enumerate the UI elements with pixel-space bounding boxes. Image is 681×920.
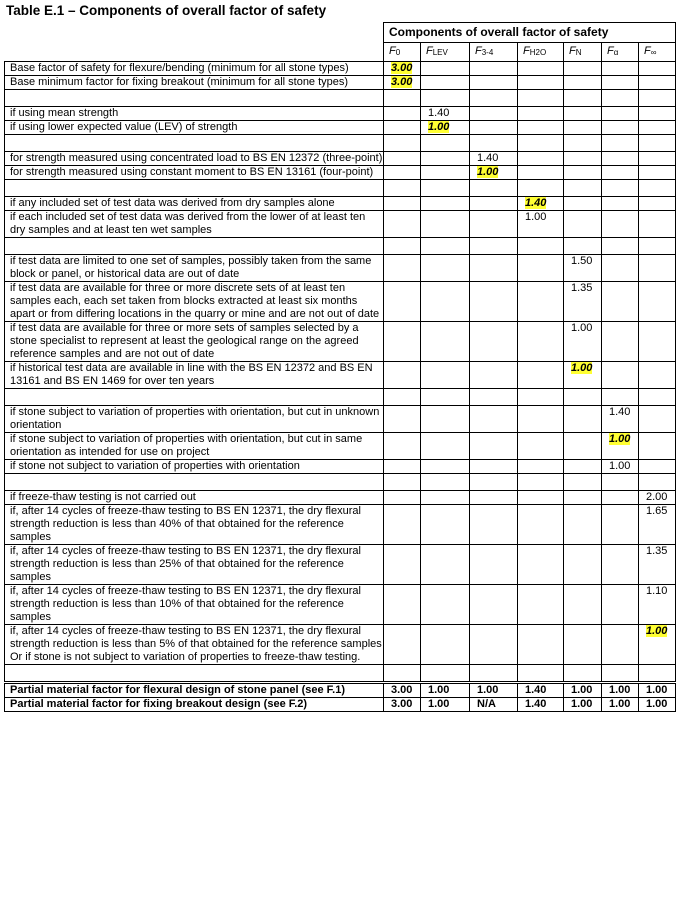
empty-cell bbox=[564, 433, 602, 460]
empty-cell bbox=[421, 180, 470, 197]
empty-cell bbox=[602, 166, 639, 180]
total-description: Partial material factor for flexural design of stone panel (see F.1) bbox=[5, 683, 384, 698]
total-value: 3.00 bbox=[384, 683, 421, 698]
empty-cell bbox=[518, 362, 564, 389]
table-row bbox=[5, 460, 676, 474]
table-row bbox=[5, 362, 676, 389]
total-value: 1.00 bbox=[421, 683, 470, 698]
row-description: if test data are limited to one set of samples, possibly taken from the same block or panel, or historical data are out of date bbox=[5, 255, 384, 282]
empty-cell bbox=[470, 76, 518, 90]
empty-cell bbox=[602, 362, 639, 389]
factor-value: 1.00 bbox=[564, 322, 602, 362]
table-title: Table E.1 – Components of overall factor of safety bbox=[6, 3, 327, 18]
total-value: 1.00 bbox=[602, 683, 639, 698]
total-value: 1.00 bbox=[421, 698, 470, 712]
empty-cell bbox=[518, 625, 564, 665]
empty-cell bbox=[518, 180, 564, 197]
spacer-row bbox=[5, 238, 676, 255]
row-description: if, after 14 cycles of freeze-thaw testing to BS EN 12371, the dry flexural strength reduction is less than 40% of that obtained for the reference samples bbox=[5, 505, 384, 545]
row-description: if, after 14 cycles of freeze-thaw testing to BS EN 12371, the dry flexural strength reduction is less than 25% of that obtained for the reference samples bbox=[5, 545, 384, 585]
factor-value: 1.50 bbox=[564, 255, 602, 282]
empty-cell bbox=[639, 389, 676, 406]
empty-cell bbox=[421, 76, 470, 90]
empty-cell bbox=[639, 474, 676, 491]
empty-cell bbox=[518, 505, 564, 545]
empty-cell bbox=[421, 282, 470, 322]
total-value: 1.00 bbox=[639, 683, 676, 698]
empty-cell bbox=[639, 255, 676, 282]
empty-cell bbox=[602, 238, 639, 255]
row-description: Base factor of safety for flexure/bending (minimum for all stone types) bbox=[5, 62, 384, 76]
empty-cell bbox=[470, 389, 518, 406]
empty-cell bbox=[384, 625, 421, 665]
empty-cell bbox=[470, 625, 518, 665]
empty-cell bbox=[602, 211, 639, 238]
factor-value: 1.00 bbox=[470, 166, 518, 180]
empty-cell bbox=[384, 166, 421, 180]
row-description: if any included set of test data was derived from dry samples alone bbox=[5, 197, 384, 211]
row-description: if test data are available for three or more discrete sets of at least ten samples each, each set taken from blocks extracted at least six months apart or from differing locations in the quarry or mine and are not out of date bbox=[5, 282, 384, 322]
empty-cell bbox=[518, 389, 564, 406]
empty-cell bbox=[421, 238, 470, 255]
empty-cell bbox=[518, 255, 564, 282]
empty-cell bbox=[518, 460, 564, 474]
total-value: 1.40 bbox=[518, 683, 564, 698]
empty-cell bbox=[384, 107, 421, 121]
empty-cell bbox=[602, 90, 639, 107]
empty-cell bbox=[384, 180, 421, 197]
empty-cell bbox=[384, 135, 421, 152]
empty-cell bbox=[470, 406, 518, 433]
empty-cell bbox=[470, 282, 518, 322]
table-row bbox=[5, 406, 676, 433]
component-header-6: $F_\infty$ bbox=[639, 43, 676, 62]
empty-cell bbox=[518, 322, 564, 362]
total-value: 1.40 bbox=[518, 698, 564, 712]
empty-cell bbox=[421, 211, 470, 238]
empty-cell bbox=[602, 76, 639, 90]
empty-cell bbox=[421, 406, 470, 433]
empty-cell bbox=[470, 135, 518, 152]
empty-cell bbox=[470, 121, 518, 135]
empty-cell bbox=[421, 505, 470, 545]
row-description: if using lower expected value (LEV) of strength bbox=[5, 121, 384, 135]
factor-value: 1.35 bbox=[564, 282, 602, 322]
empty-cell bbox=[639, 665, 676, 683]
empty-cell bbox=[421, 585, 470, 625]
empty-cell bbox=[564, 121, 602, 135]
empty-cell bbox=[564, 545, 602, 585]
empty-cell bbox=[518, 474, 564, 491]
empty-cell bbox=[470, 90, 518, 107]
spacer-row bbox=[5, 474, 676, 491]
factor-value: 1.00 bbox=[564, 362, 602, 389]
empty-cell bbox=[602, 625, 639, 665]
table-row bbox=[5, 211, 676, 238]
empty-cell bbox=[384, 322, 421, 362]
empty-cell bbox=[639, 460, 676, 474]
empty-cell bbox=[5, 90, 384, 107]
empty-cell bbox=[421, 491, 470, 505]
empty-cell bbox=[470, 433, 518, 460]
total-description: Partial material factor for fixing breakout design (see F.2) bbox=[5, 698, 384, 712]
empty-cell bbox=[518, 585, 564, 625]
empty-cell bbox=[384, 585, 421, 625]
empty-cell bbox=[421, 474, 470, 491]
empty-cell bbox=[639, 166, 676, 180]
empty-cell bbox=[602, 474, 639, 491]
empty-cell bbox=[384, 211, 421, 238]
empty-cell bbox=[602, 545, 639, 585]
empty-cell bbox=[602, 491, 639, 505]
factor-value: 1.00 bbox=[602, 460, 639, 474]
spacer-row bbox=[5, 135, 676, 152]
empty-cell bbox=[421, 665, 470, 683]
empty-cell bbox=[384, 460, 421, 474]
empty-cell bbox=[602, 180, 639, 197]
empty-cell bbox=[602, 255, 639, 282]
empty-cell bbox=[518, 152, 564, 166]
empty-cell bbox=[421, 197, 470, 211]
spacer-row bbox=[5, 90, 676, 107]
empty-cell bbox=[639, 322, 676, 362]
empty-cell bbox=[384, 433, 421, 460]
empty-cell bbox=[470, 238, 518, 255]
empty-cell bbox=[470, 460, 518, 474]
factor-value: 1.40 bbox=[470, 152, 518, 166]
component-header-1: $F_{LEV}$ bbox=[421, 43, 470, 62]
total-value: 1.00 bbox=[639, 698, 676, 712]
empty-cell bbox=[639, 282, 676, 322]
table-row bbox=[5, 166, 676, 180]
factor-value: 1.00 bbox=[602, 433, 639, 460]
row-description: if, after 14 cycles of freeze-thaw testing to BS EN 12371, the dry flexural strength reduction is less than 10% of that obtained for the reference samples bbox=[5, 585, 384, 625]
empty-cell bbox=[639, 62, 676, 76]
empty-cell bbox=[639, 211, 676, 238]
header-row bbox=[5, 23, 676, 43]
factor-value: 3.00 bbox=[384, 62, 421, 76]
empty-cell bbox=[639, 238, 676, 255]
table-row bbox=[5, 76, 676, 90]
empty-cell bbox=[421, 625, 470, 665]
empty-cell bbox=[518, 282, 564, 322]
empty-cell bbox=[564, 180, 602, 197]
empty-cell bbox=[470, 665, 518, 683]
component-header-0: $F_0$ bbox=[384, 43, 421, 62]
empty-cell bbox=[639, 90, 676, 107]
empty-cell bbox=[384, 474, 421, 491]
empty-cell bbox=[564, 107, 602, 121]
empty-cell bbox=[639, 76, 676, 90]
table-row bbox=[5, 121, 676, 135]
row-description: if each included set of test data was derived from the lower of at least ten dry samples and at least ten wet samples bbox=[5, 211, 384, 238]
empty-cell bbox=[602, 585, 639, 625]
factor-value: 1.00 bbox=[421, 121, 470, 135]
empty-cell bbox=[518, 433, 564, 460]
empty-cell bbox=[602, 121, 639, 135]
empty-cell bbox=[639, 135, 676, 152]
table-row bbox=[5, 107, 676, 121]
empty-cell bbox=[564, 211, 602, 238]
row-description: for strength measured using concentrated load to BS EN 12372 (three-point) bbox=[5, 152, 384, 166]
empty-cell bbox=[421, 255, 470, 282]
empty-cell bbox=[384, 197, 421, 211]
table-row bbox=[5, 545, 676, 585]
table-row bbox=[5, 585, 676, 625]
empty-cell bbox=[421, 362, 470, 389]
empty-cell bbox=[518, 491, 564, 505]
row-description: if stone subject to variation of properties with orientation, but cut in unknown orientation bbox=[5, 406, 384, 433]
empty-cell bbox=[384, 152, 421, 166]
factor-value: 1.40 bbox=[421, 107, 470, 121]
table-row bbox=[5, 282, 676, 322]
table-row bbox=[5, 433, 676, 460]
table-row bbox=[5, 505, 676, 545]
empty-cell bbox=[384, 255, 421, 282]
component-header-2: $F_{3-4}$ bbox=[470, 43, 518, 62]
empty-cell bbox=[470, 362, 518, 389]
empty-cell bbox=[564, 135, 602, 152]
factor-value: 1.00 bbox=[639, 625, 676, 665]
spacer-row bbox=[5, 389, 676, 406]
empty-cell bbox=[384, 121, 421, 135]
empty-cell bbox=[564, 90, 602, 107]
empty-cell bbox=[518, 665, 564, 683]
empty-cell bbox=[384, 406, 421, 433]
factor-value: 1.00 bbox=[518, 211, 564, 238]
empty-cell bbox=[602, 107, 639, 121]
empty-cell bbox=[518, 406, 564, 433]
total-value: 1.00 bbox=[470, 683, 518, 698]
total-row bbox=[5, 698, 676, 712]
row-description: if test data are available for three or more sets of samples selected by a stone specialist to represent at least the geological range on the agreed reference samples and are not out of date bbox=[5, 322, 384, 362]
empty-cell bbox=[5, 665, 384, 683]
table-row bbox=[5, 255, 676, 282]
empty-cell bbox=[5, 474, 384, 491]
empty-cell bbox=[421, 322, 470, 362]
spacer-row bbox=[5, 180, 676, 197]
empty-cell bbox=[470, 255, 518, 282]
empty-cell bbox=[639, 433, 676, 460]
empty-cell bbox=[470, 62, 518, 76]
empty-cell bbox=[639, 107, 676, 121]
empty-cell bbox=[602, 135, 639, 152]
empty-cell bbox=[384, 282, 421, 322]
empty-cell bbox=[564, 62, 602, 76]
empty-cell bbox=[602, 665, 639, 683]
row-description: if, after 14 cycles of freeze-thaw testing to BS EN 12371, the dry flexural strength reduction is less than 5% of that obtained for the reference samples Or if stone is not subject to variation of properties to freeze-thaw testing. bbox=[5, 625, 384, 665]
empty-cell bbox=[518, 90, 564, 107]
empty-cell bbox=[421, 389, 470, 406]
empty-cell bbox=[5, 238, 384, 255]
empty-cell bbox=[421, 152, 470, 166]
row-description: for strength measured using constant moment to BS EN 13161 (four-point) bbox=[5, 166, 384, 180]
empty-cell bbox=[518, 121, 564, 135]
empty-cell bbox=[384, 491, 421, 505]
empty-cell bbox=[5, 389, 384, 406]
empty-cell bbox=[564, 76, 602, 90]
empty-cell bbox=[518, 107, 564, 121]
empty-cell bbox=[470, 505, 518, 545]
empty-cell bbox=[639, 180, 676, 197]
empty-cell bbox=[639, 362, 676, 389]
empty-cell bbox=[421, 460, 470, 474]
factor-value: 1.65 bbox=[639, 505, 676, 545]
spacer-row bbox=[5, 665, 676, 683]
total-value: 3.00 bbox=[384, 698, 421, 712]
empty-cell bbox=[639, 406, 676, 433]
row-description: if freeze-thaw testing is not carried out bbox=[5, 491, 384, 505]
empty-cell bbox=[384, 505, 421, 545]
empty-cell bbox=[564, 474, 602, 491]
empty-cell bbox=[470, 545, 518, 585]
factor-value: 1.10 bbox=[639, 585, 676, 625]
empty-cell bbox=[518, 76, 564, 90]
safety-factor-table bbox=[4, 22, 676, 712]
total-value: 1.00 bbox=[564, 683, 602, 698]
empty-cell bbox=[564, 389, 602, 406]
empty-cell bbox=[5, 135, 384, 152]
row-description: if stone subject to variation of properties with orientation, but cut in same orientation as intended for use on project bbox=[5, 433, 384, 460]
empty-cell bbox=[384, 238, 421, 255]
empty-cell bbox=[384, 545, 421, 585]
empty-cell bbox=[602, 322, 639, 362]
empty-cell bbox=[639, 152, 676, 166]
header-blank-cell bbox=[5, 23, 384, 62]
table-row bbox=[5, 625, 676, 665]
empty-cell bbox=[518, 545, 564, 585]
factor-value: 2.00 bbox=[639, 491, 676, 505]
empty-cell bbox=[470, 107, 518, 121]
empty-cell bbox=[421, 545, 470, 585]
empty-cell bbox=[470, 211, 518, 238]
empty-cell bbox=[384, 389, 421, 406]
row-description: if using mean strength bbox=[5, 107, 384, 121]
empty-cell bbox=[518, 166, 564, 180]
empty-cell bbox=[384, 362, 421, 389]
empty-cell bbox=[518, 135, 564, 152]
table-row bbox=[5, 197, 676, 211]
factor-value: 1.40 bbox=[602, 406, 639, 433]
component-header-5: $F_\alpha$ bbox=[602, 43, 639, 62]
empty-cell bbox=[602, 62, 639, 76]
row-description: Base minimum factor for fixing breakout (minimum for all stone types) bbox=[5, 76, 384, 90]
empty-cell bbox=[564, 665, 602, 683]
empty-cell bbox=[564, 585, 602, 625]
empty-cell bbox=[518, 62, 564, 76]
empty-cell bbox=[564, 152, 602, 166]
components-header: Components of overall factor of safety bbox=[384, 23, 676, 43]
total-value: 1.00 bbox=[602, 698, 639, 712]
empty-cell bbox=[564, 406, 602, 433]
empty-cell bbox=[421, 135, 470, 152]
table-row bbox=[5, 152, 676, 166]
empty-cell bbox=[470, 585, 518, 625]
factor-value: 1.35 bbox=[639, 545, 676, 585]
empty-cell bbox=[564, 505, 602, 545]
empty-cell bbox=[602, 152, 639, 166]
empty-cell bbox=[470, 474, 518, 491]
empty-cell bbox=[384, 665, 421, 683]
empty-cell bbox=[421, 62, 470, 76]
empty-cell bbox=[518, 238, 564, 255]
empty-cell bbox=[470, 197, 518, 211]
factor-value: 1.40 bbox=[518, 197, 564, 211]
total-row bbox=[5, 683, 676, 698]
empty-cell bbox=[564, 460, 602, 474]
empty-cell bbox=[470, 322, 518, 362]
empty-cell bbox=[602, 389, 639, 406]
empty-cell bbox=[564, 491, 602, 505]
empty-cell bbox=[564, 197, 602, 211]
row-description: if stone not subject to variation of properties with orientation bbox=[5, 460, 384, 474]
empty-cell bbox=[421, 166, 470, 180]
table-row bbox=[5, 62, 676, 76]
component-header-4: $F_N$ bbox=[564, 43, 602, 62]
empty-cell bbox=[470, 180, 518, 197]
empty-cell bbox=[384, 90, 421, 107]
empty-cell bbox=[5, 180, 384, 197]
empty-cell bbox=[564, 625, 602, 665]
row-description: if historical test data are available in line with the BS EN 12372 and BS EN 13161 and BS EN 1469 for over ten years bbox=[5, 362, 384, 389]
empty-cell bbox=[602, 505, 639, 545]
empty-cell bbox=[602, 197, 639, 211]
total-value: N/A bbox=[470, 698, 518, 712]
empty-cell bbox=[564, 238, 602, 255]
table-row bbox=[5, 491, 676, 505]
empty-cell bbox=[564, 166, 602, 180]
empty-cell bbox=[602, 282, 639, 322]
empty-cell bbox=[639, 197, 676, 211]
table-row bbox=[5, 322, 676, 362]
factor-value: 3.00 bbox=[384, 76, 421, 90]
empty-cell bbox=[470, 491, 518, 505]
empty-cell bbox=[639, 121, 676, 135]
empty-cell bbox=[421, 90, 470, 107]
total-value: 1.00 bbox=[564, 698, 602, 712]
empty-cell bbox=[421, 433, 470, 460]
component-header-3: $F_{H2O}$ bbox=[518, 43, 564, 62]
